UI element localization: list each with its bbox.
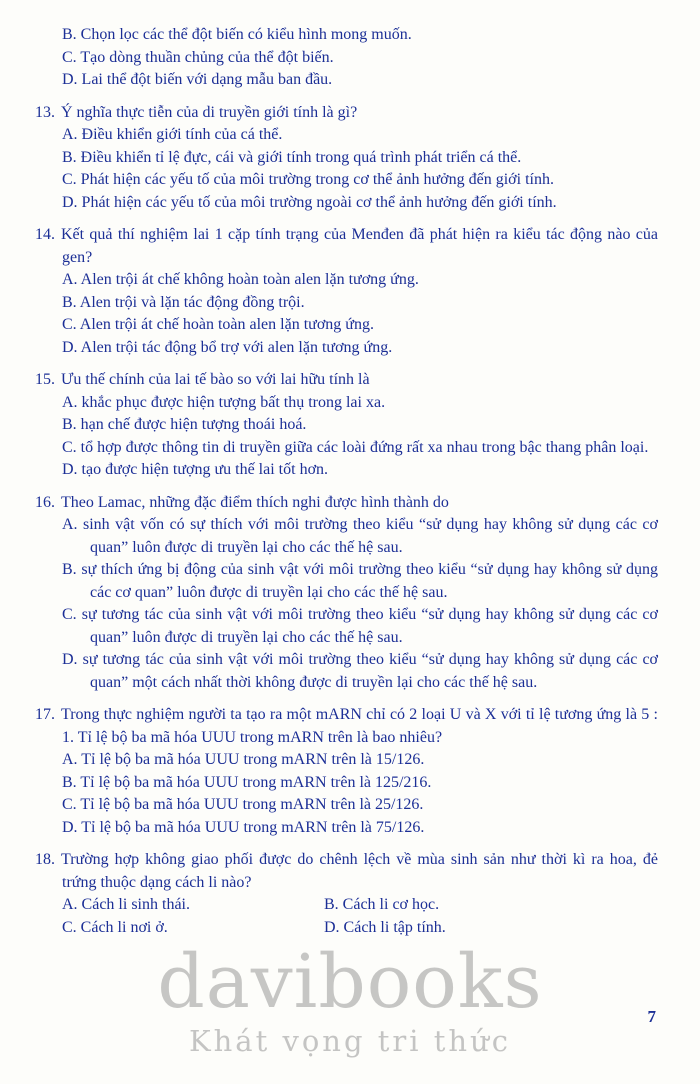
answer-option: A. Cách li sinh thái. bbox=[62, 896, 190, 913]
answer-option: A. Tỉ lệ bộ ba mã hóa UUU trong mARN trên là 15/126. bbox=[62, 751, 425, 768]
answer-option: D. tạo được hiện tượng ưu thế lai tốt hơn. bbox=[62, 461, 329, 478]
question-options bbox=[62, 894, 658, 939]
question-15 bbox=[35, 369, 658, 482]
question-14 bbox=[35, 224, 658, 359]
question-stem bbox=[35, 849, 658, 894]
question-text: Ưu thế chính của lai tế bào so với lai hữu tính là bbox=[61, 371, 370, 388]
answer-option: B. Điều khiển tỉ lệ đực, cái và giới tính trong quá trình phát triển cá thể. bbox=[62, 148, 522, 166]
question-options bbox=[62, 124, 658, 214]
question-number: 17. bbox=[35, 706, 55, 723]
answer-option: C. tổ hợp được thông tin di truyền giữa các loài đứng rất xa nhau trong bậc thang phân loại. bbox=[62, 438, 649, 456]
question-text: Theo Lamac, những đặc điểm thích nghi được hình thành do bbox=[61, 493, 449, 511]
answer-option: D. sự tương tác của sinh vật với môi trường theo kiểu “sử dụng hay không sử dụng các cơ quan” một cách nhất thời không được di truyền lại cho các thế hệ sau. bbox=[62, 651, 658, 691]
page-number: 7 bbox=[647, 1007, 656, 1026]
watermark-tagline: Khát vọng tri thức bbox=[188, 1024, 512, 1058]
answer-option: C. Cách li nơi ở. bbox=[62, 918, 168, 936]
answer-option: A. khắc phục được hiện tượng bất thụ trong lai xa. bbox=[62, 393, 386, 411]
question-text: Ý nghĩa thực tiễn của di truyền giới tính là gì? bbox=[61, 103, 358, 121]
question-options bbox=[62, 269, 658, 359]
question-text: Trong thực nghiệm người ta tạo ra một mARN chỉ có 2 loại U và X với tỉ lệ tương ứng là 5 : 1. Tỉ lệ bộ ba mã hóa UUU trong mARN trên là bao nhiêu? bbox=[61, 706, 658, 746]
answer-option: D. Cách li tập tính. bbox=[324, 918, 446, 936]
question-12-options bbox=[62, 24, 658, 92]
answer-option: B. Cách li cơ học. bbox=[324, 896, 440, 913]
answer-option: B. Chọn lọc các thể đột biến có kiểu hình mong muốn. bbox=[62, 26, 412, 43]
watermark bbox=[140, 939, 560, 1058]
answer-option: D. Phát hiện các yếu tố của môi trường ngoài cơ thể ảnh hưởng đến giới tính. bbox=[62, 193, 557, 211]
answer-option: C. Tỉ lệ bộ ba mã hóa UUU trong mARN trên là 25/126. bbox=[62, 796, 424, 813]
question-stem bbox=[35, 492, 658, 515]
answer-option: B. Tỉ lệ bộ ba mã hóa UUU trong mARN trên là 125/216. bbox=[62, 773, 432, 791]
question-13 bbox=[35, 102, 658, 215]
answer-option: D. Lai thể đột biến với dạng mẫu ban đầu. bbox=[62, 71, 333, 88]
question-16 bbox=[35, 492, 658, 695]
watermark-logo: davibooks bbox=[157, 939, 543, 1025]
question-number: 16. bbox=[35, 493, 55, 511]
question-stem bbox=[35, 704, 658, 749]
question-options bbox=[62, 514, 658, 694]
question-18 bbox=[35, 849, 658, 939]
answer-option: B. Alen trội và lặn tác động đồng trội. bbox=[62, 293, 305, 311]
question-stem bbox=[35, 224, 658, 269]
page-content bbox=[35, 24, 658, 939]
answer-option: C. Phát hiện các yếu tố của môi trường trong cơ thể ảnh hưởng đến giới tính. bbox=[62, 171, 554, 188]
question-stem bbox=[35, 369, 658, 392]
answer-option: D. Alen trội tác động bổ trợ với alen lặn tương ứng. bbox=[62, 338, 393, 356]
question-number: 14. bbox=[35, 226, 55, 243]
answer-option: A. sinh vật vốn có sự thích với môi trường theo kiểu “sử dụng hay không sử dụng các cơ quan” luôn được di truyền lại cho các thế hệ sau. bbox=[62, 516, 658, 556]
answer-option: C. Alen trội át chế hoàn toàn alen lặn tương ứng. bbox=[62, 316, 374, 333]
answer-option: D. Tỉ lệ bộ ba mã hóa UUU trong mARN trên là 75/126. bbox=[62, 818, 425, 836]
answer-option: A. Alen trội át chế không hoàn toàn alen lặn tương ứng. bbox=[62, 271, 419, 288]
answer-option: C. Tạo dòng thuần chủng của thể đột biến. bbox=[62, 48, 334, 66]
question-text: Kết quả thí nghiệm lai 1 cặp tính trạng của Menđen đã phát hiện ra kiểu tác động nào của gen? bbox=[61, 226, 658, 266]
answer-option: C. sự tương tác của sinh vật với môi trường theo kiểu “sử dụng hay không sử dụng các cơ quan” luôn được di truyền lại cho các thế hệ sau. bbox=[62, 606, 658, 646]
question-stem bbox=[35, 102, 658, 125]
answer-option: A. Điều khiển giới tính của cá thể. bbox=[62, 126, 283, 143]
question-options bbox=[62, 392, 658, 482]
question-text: Trường hợp không giao phối được do chênh lệch về mùa sinh sản như thời kì ra hoa, đẻ trứng thuộc dạng cách li nào? bbox=[61, 851, 658, 891]
answer-option: B. sự thích ứng bị động của sinh vật với môi trường theo kiểu “sử dụng hay không sử dụng các cơ quan” luôn được di truyền lại cho các thế hệ sau. bbox=[62, 561, 658, 601]
question-17 bbox=[35, 704, 658, 839]
question-options bbox=[62, 749, 658, 839]
answer-option: B. hạn chế được hiện tượng thoái hoá. bbox=[62, 416, 307, 433]
question-number: 13. bbox=[35, 103, 55, 121]
question-number: 15. bbox=[35, 371, 55, 388]
question-number: 18. bbox=[35, 851, 55, 868]
